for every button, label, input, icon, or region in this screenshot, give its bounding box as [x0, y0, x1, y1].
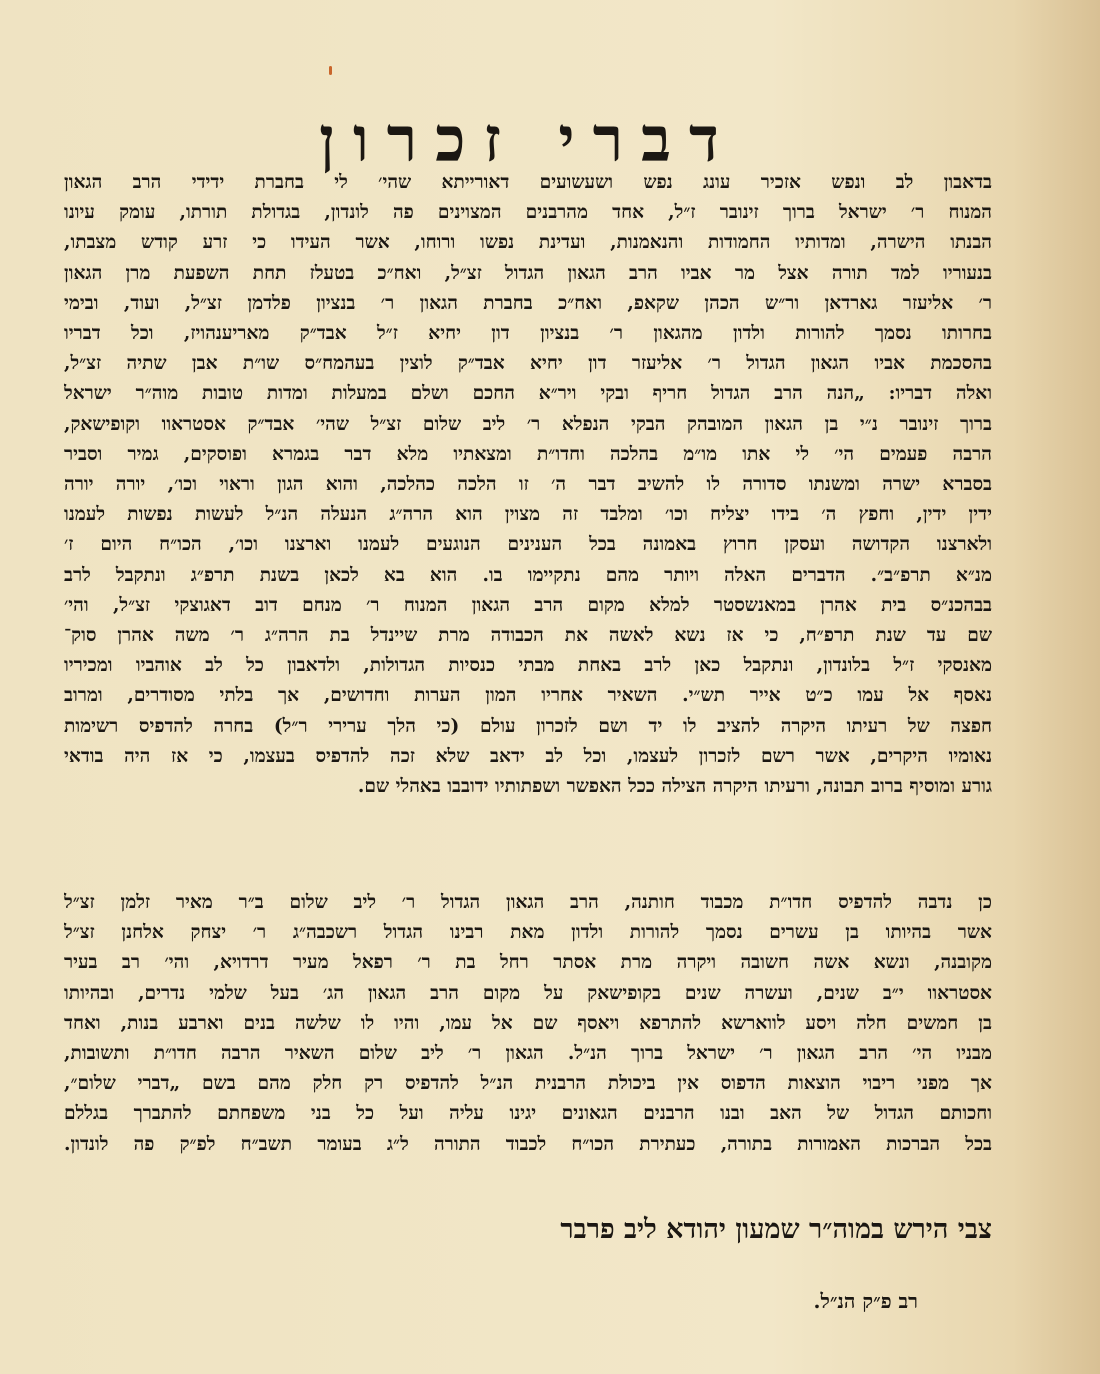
- text-line: בנעוריו למד תורה אצל מר אביו הרב הגאון הגדול זצ״ל, ואח״כ בטעלז תחת השפעת מרן הגאון: [64, 262, 992, 284]
- text-line: וחכותם הגדול של האב ובנו הרבנים הגאונים יגינו עליה ועל כל בני משפחתם להתברך בגללם: [64, 1103, 992, 1125]
- text-line: ולארצנו הקדושה ועסקן חרוץ באמונה בכל הענינים הנוגעים לעמנו וארצנו וכו׳, הכו״ח היום ז׳: [64, 534, 992, 556]
- text-line: גורע ומוסיף ברוב תבונה, ורעיתו היקרה הצילה ככל האפשר ושפתותיו ידובבו באהלי שם.: [357, 776, 992, 798]
- text-line: נאסף אל עמו כ״ט אייר תש״י. השאיר אחריו המון הערות וחדושים, אך בלתי מסודרים, ומרוב: [64, 685, 992, 707]
- text-line: הבנתו הישרה, ומדותיו החמודות והנאמנות, ועדינת נפשו ורוחו, אשר העידו כי זרע קודש מצבתו,: [64, 232, 992, 254]
- text-line: שם עד שנת תרפ״ח, כי אז נשא לאשה את הכבודה מרת שיינדל בת הרה״ג ר׳ משה אהרן סוק־: [64, 625, 992, 647]
- text-line: אסטראוו י״ב שנים, ועשרה שנים בקופישאק על מקום הרב הגאון הג׳ בעל שלמי נדרים, ובהיותו: [64, 982, 992, 1004]
- text-line: ידין ידין, וחפץ ה׳ בידו יצליח וכו׳ ומלבד זה מצוין הוא הרה״ג הנעלה הנ״ל לעשות נפשות לעמנו: [64, 504, 992, 526]
- body-paragraph-1: [64, 168, 992, 802]
- text-line: ר׳ אליעזר גארדאן ור״ש הכהן שקאפ, ואח״כ בחברת הגאון ר׳ בנציון פלדמן זצ״ל, ועוד, ובימי: [64, 292, 992, 314]
- signature-role: רב פ״ק הנ״ל.: [813, 1289, 918, 1313]
- text-line: המנוח ר׳ ישראל ברוך זינובר ז״ל, אחד מהרבנים המצוינים פה לונדון, בגדולת תורתו, עומק עיונו: [64, 202, 992, 224]
- text-line: אך מפני ריבוי הוצאות הדפוס אין ביכולת הרבנית הנ״ל להדפיס רק חלק מהם בשם „דברי שלום״,: [64, 1073, 992, 1095]
- paper-speck: [329, 66, 332, 75]
- text-line: בכל הברכות האמורות בתורה, כעתירת הכו״ח לכבוד התורה ל״ג בעומר תשב״ח לפ״ק פה לונדון.: [64, 1133, 992, 1155]
- text-line: נאומיו היקרים, אשר רשם לזכרון לעצמו, וכל לב ידאב שלא זכה להדפיס בעצמו, כי אז היה בודאי: [64, 745, 992, 767]
- document-page: [64, 0, 992, 1374]
- text-line: ואלה דבריו: „הנה הרב הגדול חריף ובקי ויר״א החכם ושלם במעלות ומדות טובות מוה״ר ישראל: [64, 383, 992, 405]
- text-line: מנ״א תרפ״ב״. הדברים האלה ויותר מהם נתקיימו בו. הוא בא לכאן בשנת תרפ״ג ונתקבל לרב: [64, 564, 992, 586]
- text-line: בדאבון לב ונפש אזכיר עונג נפש ושעשועים דאורייתא שהי׳ לי בחברת ידידי הרב הגאון: [64, 172, 992, 193]
- text-line: בבהכנ״ס בית אהרן במאנשסטר למלא מקום הרב הגאון המנוח ר׳ מנחם דוב דאגוצקי זצ״ל, והי׳: [64, 594, 992, 616]
- text-line: בסברא ישרה ומשנתו סדורה לו להשיב דבר ה׳ זו הלכה כהלכה, והוא הגון וראוי וכו׳, יורה יורה: [64, 474, 992, 496]
- text-line: בן חמשים חלה ויסע לווארשא להתרפא ויאסף שם אל עמו, והיו לו שלשה בנים וארבע בנות, ואחד: [64, 1012, 992, 1034]
- text-line: הרבה פעמים הי׳ לי אתו מו״מ בהלכה וחדו״ת ומצאתיו מלא דבר בגמרא ופוסקים, גמיר וסביר: [64, 443, 992, 465]
- text-line: מבניו הי׳ הרב הגאון ר׳ ישראל ברוך הנ״ל. הגאון ר׳ ליב שלום השאיר הרבה חדו״ת ותשובות,: [64, 1043, 992, 1065]
- text-line: ברוך זינובר נ״י בן הגאון המובהק הבקי הנפלא ר׳ ליב שלום זצ״ל שהי׳ אבד״ק אסטראוו וקופישאק,: [64, 413, 992, 435]
- text-line: בחרותו נסמך להורות ולדון מהגאון ר׳ בנציון דון יחיא ז״ל אבד״ק מאריענהויז, וכל דבריו: [64, 323, 992, 345]
- page-title: דברי זכרון: [319, 102, 737, 176]
- body-paragraph-2: [64, 888, 992, 1160]
- text-line: מאנסקי ז״ל בלונדון, ונתקבל כאן לרב באחת מבתי כנסיות הגדולות, ולדאבון כל לב אוהביו ומכיריו: [64, 655, 992, 677]
- text-line: בהסכמת אביו הגאון הגדול ר׳ אליעזר דון יחיא אבד״ק לוצין בעהמח״ס שו״ת אבן שתיה זצ״ל,: [64, 353, 992, 375]
- signature-name: צבי הירש במוה״ר שמעון יהודא ליב פרבר: [560, 1214, 992, 1245]
- text-line: אשר בהיותו בן עשרים נסמך להורות ולדון מאת רבינו הגדול רשכבה״ג ר׳ יצחק אלחנן זצ״ל: [64, 922, 992, 944]
- text-line: חפצה של רעיתו היקרה להציב לו יד ושם לזכרון עולם (כי הלך ערירי ר״ל) בחרה להדפיס רשימות: [64, 715, 992, 737]
- text-line: מקובנה, ונשא אשה חשובה ויקרה מרת אסתר רחל בת ר׳ רפאל מעיר דרדויא, והי׳ רב בעיר: [64, 952, 992, 974]
- text-line: כן נדבה להדפיס חדו״ת מכבוד חותנה, הרב הגאון הגדול ר׳ ליב שלום ב״ר מאיר זלמן זצ״ל: [64, 892, 992, 913]
